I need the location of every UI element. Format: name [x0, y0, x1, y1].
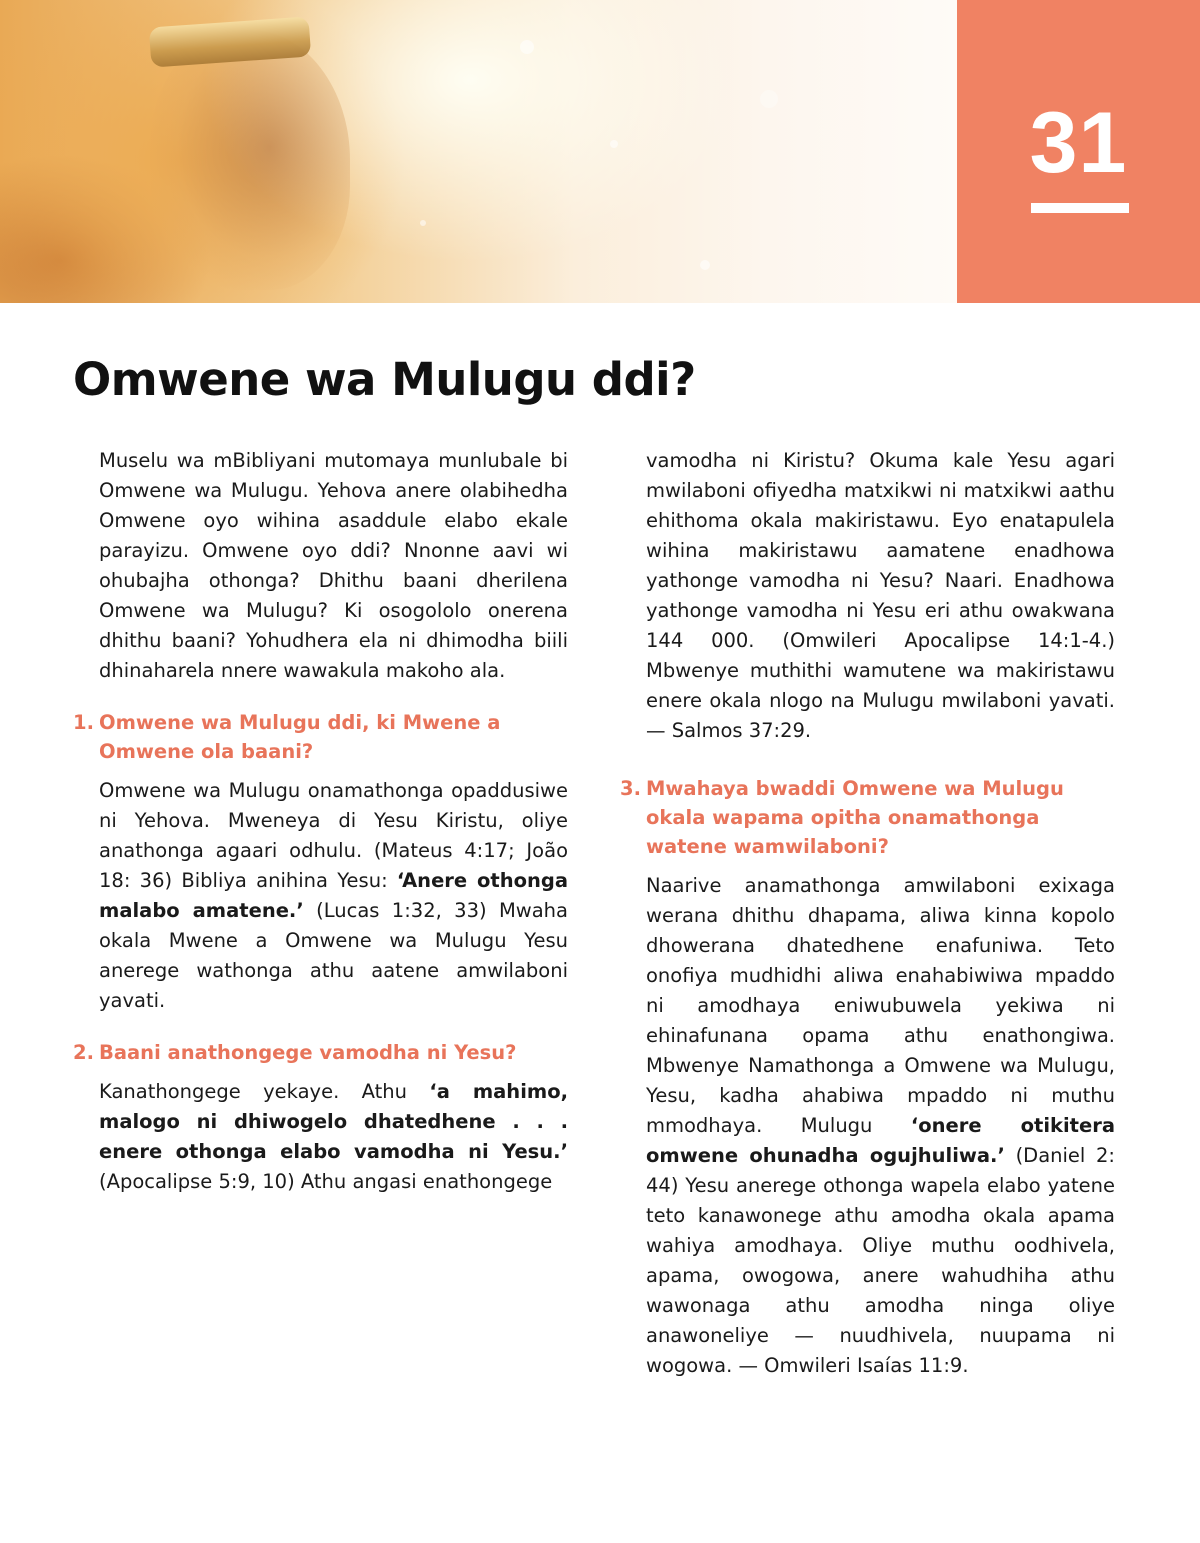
chapter-banner-image — [0, 0, 957, 303]
question-3 — [620, 774, 1115, 861]
question-text: Omwene wa Mulugu ddi, ki Mwene a Omwene ola baani? — [99, 711, 501, 763]
chapter-number: 31 — [1029, 95, 1128, 191]
question-1 — [73, 708, 568, 766]
answer-3-paragraph — [646, 871, 1115, 1381]
question-2 — [73, 1038, 568, 1067]
scripture-quote: ‘onere otikitera omwene ohunadha ogujhuliwa.’ — [646, 1114, 1116, 1167]
answer-text: (Apocalipse 5:9, 10) Athu angasi enathongege — [99, 1170, 553, 1193]
answer-text: Naarive anamathonga amwilaboni exixaga werana dhithu dhapama, aliwa kinna kopolo dhowerana dhatedhene enafuniwa. Teto onofiya mudhidhi aliwa enahabiwiwa mpaddo ni amodhaya eniwubuwela yekiwa ni ehinafunana opama athu enathongiwa. Mbwenye Namathonga a Omwene wa Mulugu, Yesu, kadha ahabiwa mpaddo ni muthu mmodhaya. Mulugu — [646, 874, 1115, 1137]
question-number: 2. — [73, 1041, 94, 1064]
king-figure — [150, 30, 350, 290]
question-number: 1. — [73, 711, 94, 734]
chapter-number-underline — [1031, 203, 1129, 213]
page-title: Omwene wa Mulugu ddi? — [73, 353, 696, 406]
chapter-number-box — [957, 0, 1200, 303]
right-column — [620, 446, 1115, 1381]
answer-text: Kanathongege yekaye. Athu — [99, 1080, 430, 1103]
question-text: Baani anathongege vamodha ni Yesu? — [99, 1041, 517, 1064]
left-column — [73, 446, 568, 1197]
answer-text: (Lucas 1:32, 33) Mwaha okala Mwene a Omwene wa Mulugu Yesu anerege wathonga athu aatene amwilaboni yavati. — [99, 899, 568, 1012]
question-number: 3. — [620, 777, 641, 800]
answer-2-paragraph — [99, 1077, 568, 1197]
scripture-quote: ‘Anere othonga malabo amatene.’ — [99, 869, 568, 922]
answer-2-continued: vamodha ni Kiristu? Okuma kale Yesu agari mwilaboni ofiyedha matxikwi ni matxikwi aathu ehithoma okala makiristawu. Eyo enatapulela wihina makiristawu aamatene enadhowa yathonge vamodha ni Yesu? Naari. Enadhowa yathonge vamodha ni Yesu eri athu owakwana 144 000. (Omwileri Apocalipse 14:1-4.) Mbwenye muthithi wamutene wa makiristawu enere okala nlogo na Mulugu mwilaboni yavati. — Salmos 37:29. — [646, 449, 1115, 742]
answer-text: (Daniel 2: 44) Yesu anerege othonga wapela elabo yatene teto kanawonege athu amodha okala apama wahiya amodhaya. Oliye muthu oodhivela, apama, owogowa, anere wahudhiha athu wawonaga athu amodha ninga oliye anawoneliye — nuudhivela, nuupama ni wogowa. — Omwileri Isaías 11:9. — [646, 1144, 1115, 1377]
intro-paragraph: Muselu wa mBibliyani mutomaya munlubale bi Omwene wa Mulugu. Yehova anere olabihedha Omwene oyo wihina asaddule elabo ekale parayizu. Omwene oyo ddi? Nnonne aavi wi ohubajha othonga? Dhithu baani dherilena Omwene wa Mulugu? Ki osogololo onerena dhithu baani? Yohudhera ela ni dhimodha biili dhinaharela nnere wawakula makoho ala. — [99, 449, 568, 682]
question-text: Mwahaya bwaddi Omwene wa Mulugu okala wapama opitha onamathonga watene wamwilaboni? — [646, 777, 1064, 858]
answer-text: Omwene wa Mulugu onamathonga opaddusiwe ni Yehova. Mweneya di Yesu Kiristu, oliye anathonga agaari odhulu. (Mateus 4:17; João 18: 36) Bibliya anihina Yesu: — [99, 779, 568, 892]
answer-1-paragraph — [99, 776, 568, 1016]
scripture-quote: ‘a mahimo, malogo ni dhiwogelo dhatedhene . . . enere othonga elabo vamodha ni Yesu.’ — [99, 1080, 568, 1163]
